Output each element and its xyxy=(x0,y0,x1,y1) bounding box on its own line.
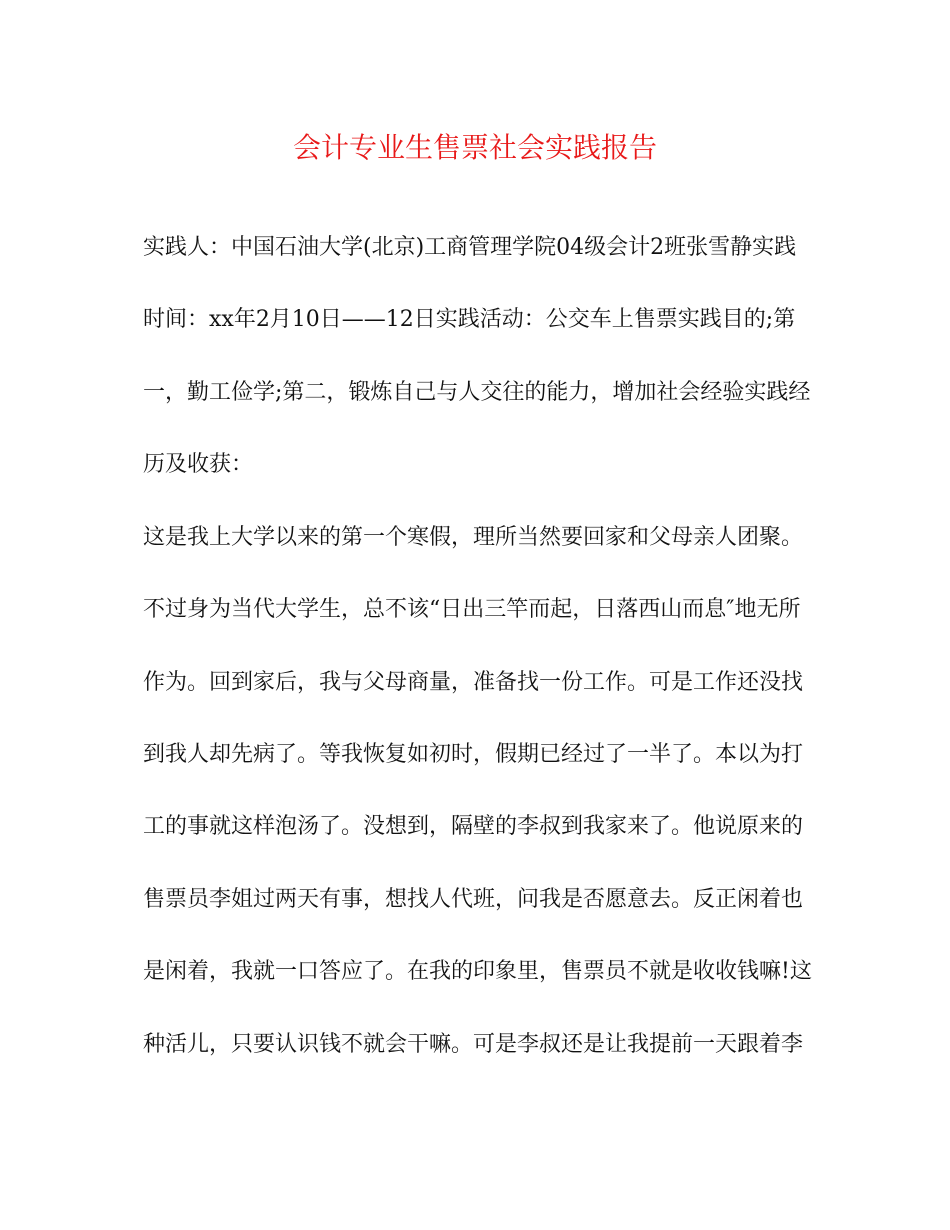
body-text-line: 售票员李姐过两天有事，想找人代班，问我是否愿意去。反正闲着也 xyxy=(143,887,804,912)
body-text-line: 是闲着，我就一口答应了。在我的印象里，售票员不就是收收钱嘛!这 xyxy=(143,959,812,984)
body-text-line: 一，勤工俭学;第二，锻炼自己与人交往的能力，增加社会经验实践经 xyxy=(143,380,811,405)
body-text-line: 实践人：中国石油大学(北京)工商管理学院04级会计2班张雪静实践 xyxy=(143,235,797,260)
body-text-line: 作为。回到家后，我与父母商量，准备找一份工作。可是工作还没找 xyxy=(143,670,804,695)
body-text-line: 到我人却先病了。等我恢复如初时，假期已经过了一半了。本以为打 xyxy=(143,742,804,767)
body-text-line: 不过身为当代大学生，总不该“日出三竿而起，日落西山而息″地无所 xyxy=(143,597,801,622)
body-text-line: 历及收获： xyxy=(143,452,254,477)
body-text-line: 工的事就这样泡汤了。没想到，隔壁的李叔到我家来了。他说原来的 xyxy=(143,814,804,839)
body-text-line: 种活儿，只要认识钱不就会干嘛。可是李叔还是让我提前一天跟着李 xyxy=(143,1032,804,1057)
document-title: 会计专业生售票社会实践报告 xyxy=(292,131,657,164)
body-text-line: 这是我上大学以来的第一个寒假，理所当然要回家和父母亲人团聚。 xyxy=(143,525,804,550)
body-text-line: 时间：xx年2月10日——12日实践活动：公交车上售票实践目的;第 xyxy=(143,307,796,332)
